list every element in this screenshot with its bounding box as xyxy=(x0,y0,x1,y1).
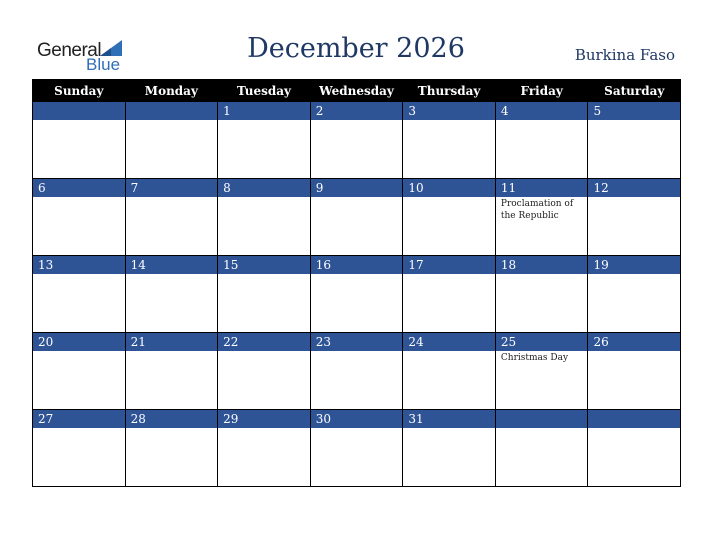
day-cell xyxy=(218,179,311,256)
day-cell xyxy=(126,102,219,179)
day-cell xyxy=(218,410,311,487)
holiday-label xyxy=(588,428,680,429)
day-number: 17 xyxy=(403,256,495,274)
day-number: 13 xyxy=(33,256,125,274)
holiday-label xyxy=(33,351,125,352)
day-cell xyxy=(311,102,404,179)
day-cell xyxy=(33,102,126,179)
day-number: 12 xyxy=(588,179,680,197)
day-number: 11 xyxy=(496,179,588,197)
weekday-wednesday: Wednesday xyxy=(311,80,404,102)
day-cell xyxy=(496,410,589,487)
holiday-label xyxy=(403,120,495,121)
holiday-label xyxy=(311,428,403,429)
day-cell xyxy=(496,179,589,256)
day-cell xyxy=(403,410,496,487)
day-number: 29 xyxy=(218,410,310,428)
weekday-header-row xyxy=(33,80,681,102)
day-cell xyxy=(403,333,496,410)
day-number xyxy=(588,410,680,428)
day-cell xyxy=(126,410,219,487)
day-cell xyxy=(496,102,589,179)
holiday-label xyxy=(403,351,495,352)
week-row-3 xyxy=(33,256,681,333)
day-number xyxy=(126,102,218,120)
day-number: 6 xyxy=(33,179,125,197)
day-cell xyxy=(126,256,219,333)
day-number: 28 xyxy=(126,410,218,428)
day-cell xyxy=(218,333,311,410)
holiday-label xyxy=(588,351,680,352)
logo-word-blue: Blue xyxy=(86,55,121,74)
holiday-label xyxy=(311,120,403,121)
holiday-label xyxy=(496,274,588,275)
holiday-label xyxy=(33,428,125,429)
weekday-thursday: Thursday xyxy=(403,80,496,102)
day-cell xyxy=(311,256,404,333)
day-number: 15 xyxy=(218,256,310,274)
holiday-label xyxy=(588,120,680,121)
day-number: 31 xyxy=(403,410,495,428)
day-number: 7 xyxy=(126,179,218,197)
day-cell xyxy=(218,256,311,333)
day-cell xyxy=(588,410,681,487)
day-number: 20 xyxy=(33,333,125,351)
day-cell xyxy=(311,179,404,256)
weekday-saturday: Saturday xyxy=(588,80,681,102)
holiday-label xyxy=(126,197,218,198)
day-cell xyxy=(218,102,311,179)
holiday-label xyxy=(496,428,588,429)
holiday-label xyxy=(311,197,403,198)
holiday-label xyxy=(126,274,218,275)
weekday-sunday: Sunday xyxy=(33,80,126,102)
day-cell xyxy=(311,333,404,410)
holiday-label xyxy=(218,351,310,352)
day-number xyxy=(496,410,588,428)
holiday-label xyxy=(311,274,403,275)
holiday-label xyxy=(496,120,588,121)
day-cell xyxy=(496,256,589,333)
day-cell xyxy=(588,179,681,256)
day-number: 3 xyxy=(403,102,495,120)
day-cell xyxy=(403,179,496,256)
holiday-label: Christmas Day xyxy=(500,353,569,363)
day-number: 22 xyxy=(218,333,310,351)
day-number: 16 xyxy=(311,256,403,274)
page-title: December 2026 xyxy=(247,33,465,64)
weekday-tuesday: Tuesday xyxy=(218,80,311,102)
day-number: 5 xyxy=(588,102,680,120)
day-cell xyxy=(588,256,681,333)
day-cell xyxy=(588,102,681,179)
day-number: 25 xyxy=(496,333,588,351)
weekday-friday: Friday xyxy=(496,80,589,102)
day-cell xyxy=(33,256,126,333)
holiday-label xyxy=(126,428,218,429)
holiday-label: Proclamation of the Republic xyxy=(500,199,574,221)
day-number: 26 xyxy=(588,333,680,351)
week-row-4 xyxy=(33,333,681,410)
holiday-label xyxy=(403,197,495,198)
day-number: 18 xyxy=(496,256,588,274)
day-number: 24 xyxy=(403,333,495,351)
day-cell xyxy=(126,333,219,410)
day-number: 1 xyxy=(218,102,310,120)
weekday-monday: Monday xyxy=(126,80,219,102)
holiday-label xyxy=(311,351,403,352)
holiday-label xyxy=(403,274,495,275)
week-row-5 xyxy=(33,410,681,487)
holiday-label xyxy=(33,274,125,275)
logo-word-general: General xyxy=(37,40,102,61)
day-number: 30 xyxy=(311,410,403,428)
day-number: 2 xyxy=(311,102,403,120)
holiday-label xyxy=(403,428,495,429)
day-number: 27 xyxy=(33,410,125,428)
day-number: 8 xyxy=(218,179,310,197)
day-cell xyxy=(126,179,219,256)
day-cell xyxy=(33,179,126,256)
day-number: 10 xyxy=(403,179,495,197)
holiday-label xyxy=(588,274,680,275)
day-number: 4 xyxy=(496,102,588,120)
holiday-label xyxy=(218,428,310,429)
holiday-label xyxy=(218,120,310,121)
holiday-label xyxy=(218,274,310,275)
day-cell xyxy=(33,410,126,487)
day-cell xyxy=(496,333,589,410)
day-cell xyxy=(403,256,496,333)
day-cell xyxy=(588,333,681,410)
holiday-label xyxy=(33,120,125,121)
day-number: 14 xyxy=(126,256,218,274)
day-number: 9 xyxy=(311,179,403,197)
day-number: 19 xyxy=(588,256,680,274)
day-number: 23 xyxy=(311,333,403,351)
country-label: Burkina Faso xyxy=(574,46,675,64)
day-number xyxy=(33,102,125,120)
holiday-label xyxy=(588,197,680,198)
day-cell xyxy=(403,102,496,179)
day-number: 21 xyxy=(126,333,218,351)
week-row-1 xyxy=(33,102,681,179)
day-cell xyxy=(311,410,404,487)
day-cell xyxy=(33,333,126,410)
holiday-label xyxy=(218,197,310,198)
week-row-2 xyxy=(33,179,681,256)
holiday-label xyxy=(33,197,125,198)
calendar-grid xyxy=(32,79,681,487)
holiday-label xyxy=(126,351,218,352)
holiday-label xyxy=(126,120,218,121)
